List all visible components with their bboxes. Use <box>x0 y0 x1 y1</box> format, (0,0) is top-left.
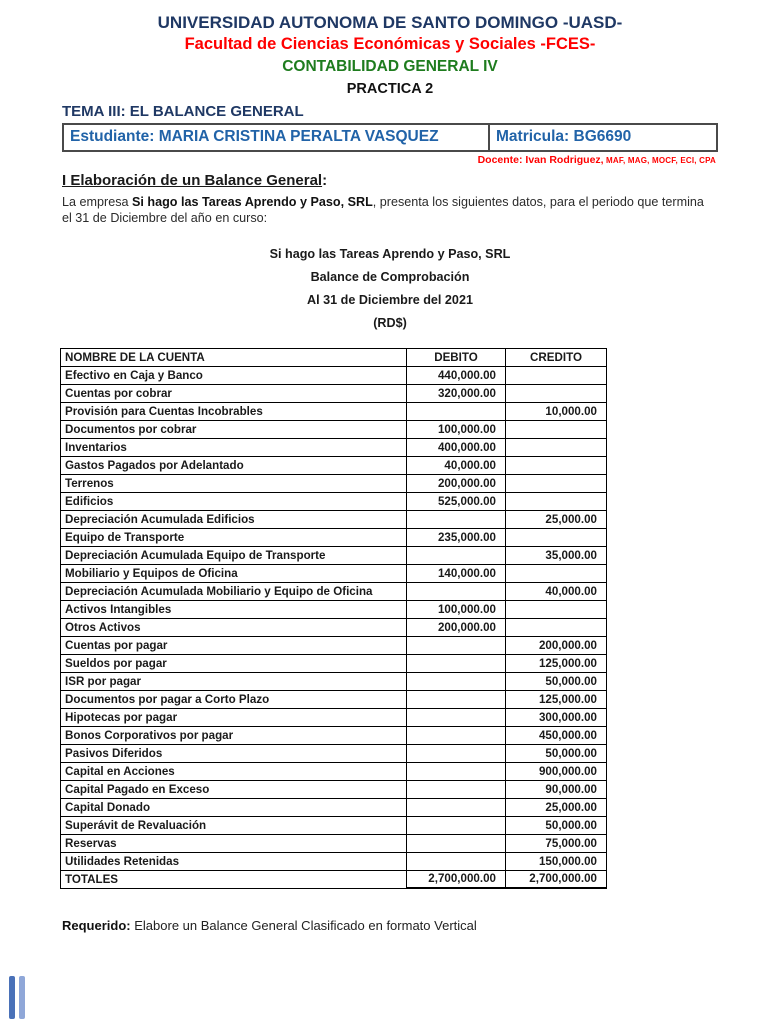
account-name: Sueldos por pagar <box>61 654 407 672</box>
credito-value <box>506 600 607 618</box>
corner-indicator-bars <box>9 976 25 1019</box>
table-row <box>61 510 607 528</box>
table-row <box>61 744 607 762</box>
required-label: Requerido: <box>62 918 131 934</box>
credito-value <box>506 438 607 456</box>
statement-currency: (RD$) <box>373 315 407 330</box>
debito-value: 100,000.00 <box>407 420 506 438</box>
table-row <box>61 780 607 798</box>
credito-value: 50,000.00 <box>506 744 607 762</box>
section-title: I Elaboración de un Balance General: <box>62 171 328 189</box>
credito-value: 150,000.00 <box>506 852 607 870</box>
account-name: Gastos Pagados por Adelantado <box>61 456 407 474</box>
course-title: CONTABILIDAD GENERAL IV <box>282 58 498 76</box>
credito-value <box>506 366 607 384</box>
table-row <box>61 474 607 492</box>
account-name: Reservas <box>61 834 407 852</box>
required-note <box>62 918 718 933</box>
account-name: Capital Donado <box>61 798 407 816</box>
indicator-bar-icon <box>19 976 25 1019</box>
account-name: Provisión para Cuentas Incobrables <box>61 402 407 420</box>
student-matricula: Matricula: BG6690 <box>496 128 632 146</box>
table-row <box>61 366 607 384</box>
account-name: Cuentas por cobrar <box>61 384 407 402</box>
document-page <box>62 12 718 933</box>
table-row <box>61 654 607 672</box>
statement-date: Al 31 de Diciembre del 2021 <box>307 292 473 307</box>
account-name: Equipo de Transporte <box>61 528 407 546</box>
document-header <box>62 12 718 99</box>
column-header-account: NOMBRE DE LA CUENTA <box>61 348 407 366</box>
account-name: Cuentas por pagar <box>61 636 407 654</box>
account-name: Terrenos <box>61 474 407 492</box>
table-row <box>61 708 607 726</box>
debito-value <box>407 852 506 870</box>
credito-value: 90,000.00 <box>506 780 607 798</box>
indicator-bar-icon <box>9 976 15 1019</box>
student-name: Estudiante: MARIA CRISTINA PERALTA VASQUEZ <box>64 125 490 150</box>
statement-header <box>62 243 718 335</box>
credito-value: 10,000.00 <box>506 402 607 420</box>
debito-value <box>407 726 506 744</box>
table-row <box>61 492 607 510</box>
practice-title: PRACTICA 2 <box>346 80 434 97</box>
table-row <box>61 690 607 708</box>
credito-value <box>506 456 607 474</box>
table-row <box>61 834 607 852</box>
credito-value <box>506 618 607 636</box>
account-name: Documentos por cobrar <box>61 420 407 438</box>
account-name: Documentos por pagar a Corto Plazo <box>61 690 407 708</box>
debito-value <box>407 816 506 834</box>
account-name: Depreciación Acumulada Mobiliario y Equipo de Oficina <box>61 582 407 600</box>
debito-value: 320,000.00 <box>407 384 506 402</box>
credito-value: 40,000.00 <box>506 582 607 600</box>
debito-value: 200,000.00 <box>407 474 506 492</box>
account-name: Hipotecas por pagar <box>61 708 407 726</box>
account-name: Depreciación Acumulada Equipo de Transporte <box>61 546 407 564</box>
column-header-debito: DEBITO <box>407 348 506 366</box>
faculty-title: Facultad de Ciencias Económicas y Sociales -FCES- <box>184 35 596 54</box>
credito-value: 125,000.00 <box>506 654 607 672</box>
statement-company: Si hago las Tareas Aprendo y Paso, SRL <box>269 247 511 261</box>
table-row <box>61 402 607 420</box>
credito-value <box>506 564 607 582</box>
credito-value <box>506 474 607 492</box>
table-row <box>61 852 607 870</box>
table-row <box>61 456 607 474</box>
debito-value <box>407 510 506 528</box>
column-header-credito: CREDITO <box>506 348 607 366</box>
intro-paragraph: La empresa Si hago las Tareas Aprendo y Paso, SRL, presenta los siguientes datos, para el periodo que termina el 31 de Diciembre del año en curso: <box>62 194 704 226</box>
debito-value <box>407 636 506 654</box>
credito-value: 25,000.00 <box>506 510 607 528</box>
docente-credentials: MAF, MAG, MOCF, ECI, CPA <box>603 155 716 165</box>
credito-value <box>506 492 607 510</box>
debito-value <box>407 834 506 852</box>
account-name: ISR por pagar <box>61 672 407 690</box>
debito-value <box>407 672 506 690</box>
credito-value: 35,000.00 <box>506 546 607 564</box>
table-row <box>61 600 607 618</box>
table-row <box>61 384 607 402</box>
debito-value: 525,000.00 <box>407 492 506 510</box>
debito-value <box>407 798 506 816</box>
topic-title: TEMA III: EL BALANCE GENERAL <box>62 102 304 120</box>
account-name: Inventarios <box>61 438 407 456</box>
account-name: Mobiliario y Equipos de Oficina <box>61 564 407 582</box>
table-row <box>61 672 607 690</box>
required-text: Elabore un Balance General Clasificado en formato Vertical <box>130 918 477 934</box>
debito-value <box>407 744 506 762</box>
credito-value <box>506 420 607 438</box>
credito-value: 450,000.00 <box>506 726 607 744</box>
credito-value: 2,700,000.00 <box>506 870 607 888</box>
docente-name: Docente: Ivan Rodriguez, <box>477 153 604 166</box>
debito-value <box>407 402 506 420</box>
debito-value <box>407 654 506 672</box>
debito-value <box>407 582 506 600</box>
debito-value <box>407 708 506 726</box>
table-totals-row <box>61 870 607 888</box>
account-name: TOTALES <box>61 870 407 888</box>
credito-value: 200,000.00 <box>506 636 607 654</box>
account-name: Capital en Acciones <box>61 762 407 780</box>
credito-value: 50,000.00 <box>506 816 607 834</box>
credito-value: 25,000.00 <box>506 798 607 816</box>
table-row <box>61 564 607 582</box>
account-name: Activos Intangibles <box>61 600 407 618</box>
debito-value <box>407 690 506 708</box>
company-name-inline: Si hago las Tareas Aprendo y Paso, SRL <box>132 194 373 209</box>
account-name: Depreciación Acumulada Edificios <box>61 510 407 528</box>
account-name: Otros Activos <box>61 618 407 636</box>
debito-value: 440,000.00 <box>407 366 506 384</box>
account-name: Utilidades Retenidas <box>61 852 407 870</box>
credito-value: 300,000.00 <box>506 708 607 726</box>
credito-value: 125,000.00 <box>506 690 607 708</box>
account-name: Efectivo en Caja y Banco <box>61 366 407 384</box>
debito-value: 40,000.00 <box>407 456 506 474</box>
credito-value <box>506 528 607 546</box>
credito-value <box>506 384 607 402</box>
credito-value: 900,000.00 <box>506 762 607 780</box>
table-row <box>61 528 607 546</box>
debito-value: 200,000.00 <box>407 618 506 636</box>
account-name: Pasivos Diferidos <box>61 744 407 762</box>
debito-value <box>407 780 506 798</box>
debito-value <box>407 762 506 780</box>
account-name: Bonos Corporativos por pagar <box>61 726 407 744</box>
table-row <box>61 546 607 564</box>
table-row <box>61 618 607 636</box>
table-row <box>61 798 607 816</box>
debito-value: 140,000.00 <box>407 564 506 582</box>
statement-title: Balance de Comprobación <box>310 269 470 284</box>
table-row <box>61 636 607 654</box>
table-row <box>61 816 607 834</box>
table-row <box>61 438 607 456</box>
debito-value: 2,700,000.00 <box>407 870 506 888</box>
credito-value: 75,000.00 <box>506 834 607 852</box>
account-name: Edificios <box>61 492 407 510</box>
university-title: UNIVERSIDAD AUTONOMA DE SANTO DOMINGO -UASD- <box>157 13 623 32</box>
debito-value: 400,000.00 <box>407 438 506 456</box>
table-row <box>61 762 607 780</box>
debito-value: 235,000.00 <box>407 528 506 546</box>
debito-value: 100,000.00 <box>407 600 506 618</box>
table-row <box>61 582 607 600</box>
docente-line <box>62 154 718 166</box>
account-name: Superávit de Revaluación <box>61 816 407 834</box>
table-header-row <box>61 348 607 366</box>
table-row <box>61 420 607 438</box>
table-row <box>61 726 607 744</box>
trial-balance-table <box>60 348 607 890</box>
credito-value: 50,000.00 <box>506 672 607 690</box>
debito-value <box>407 546 506 564</box>
account-name: Capital Pagado en Exceso <box>61 780 407 798</box>
student-info-box <box>62 123 718 152</box>
